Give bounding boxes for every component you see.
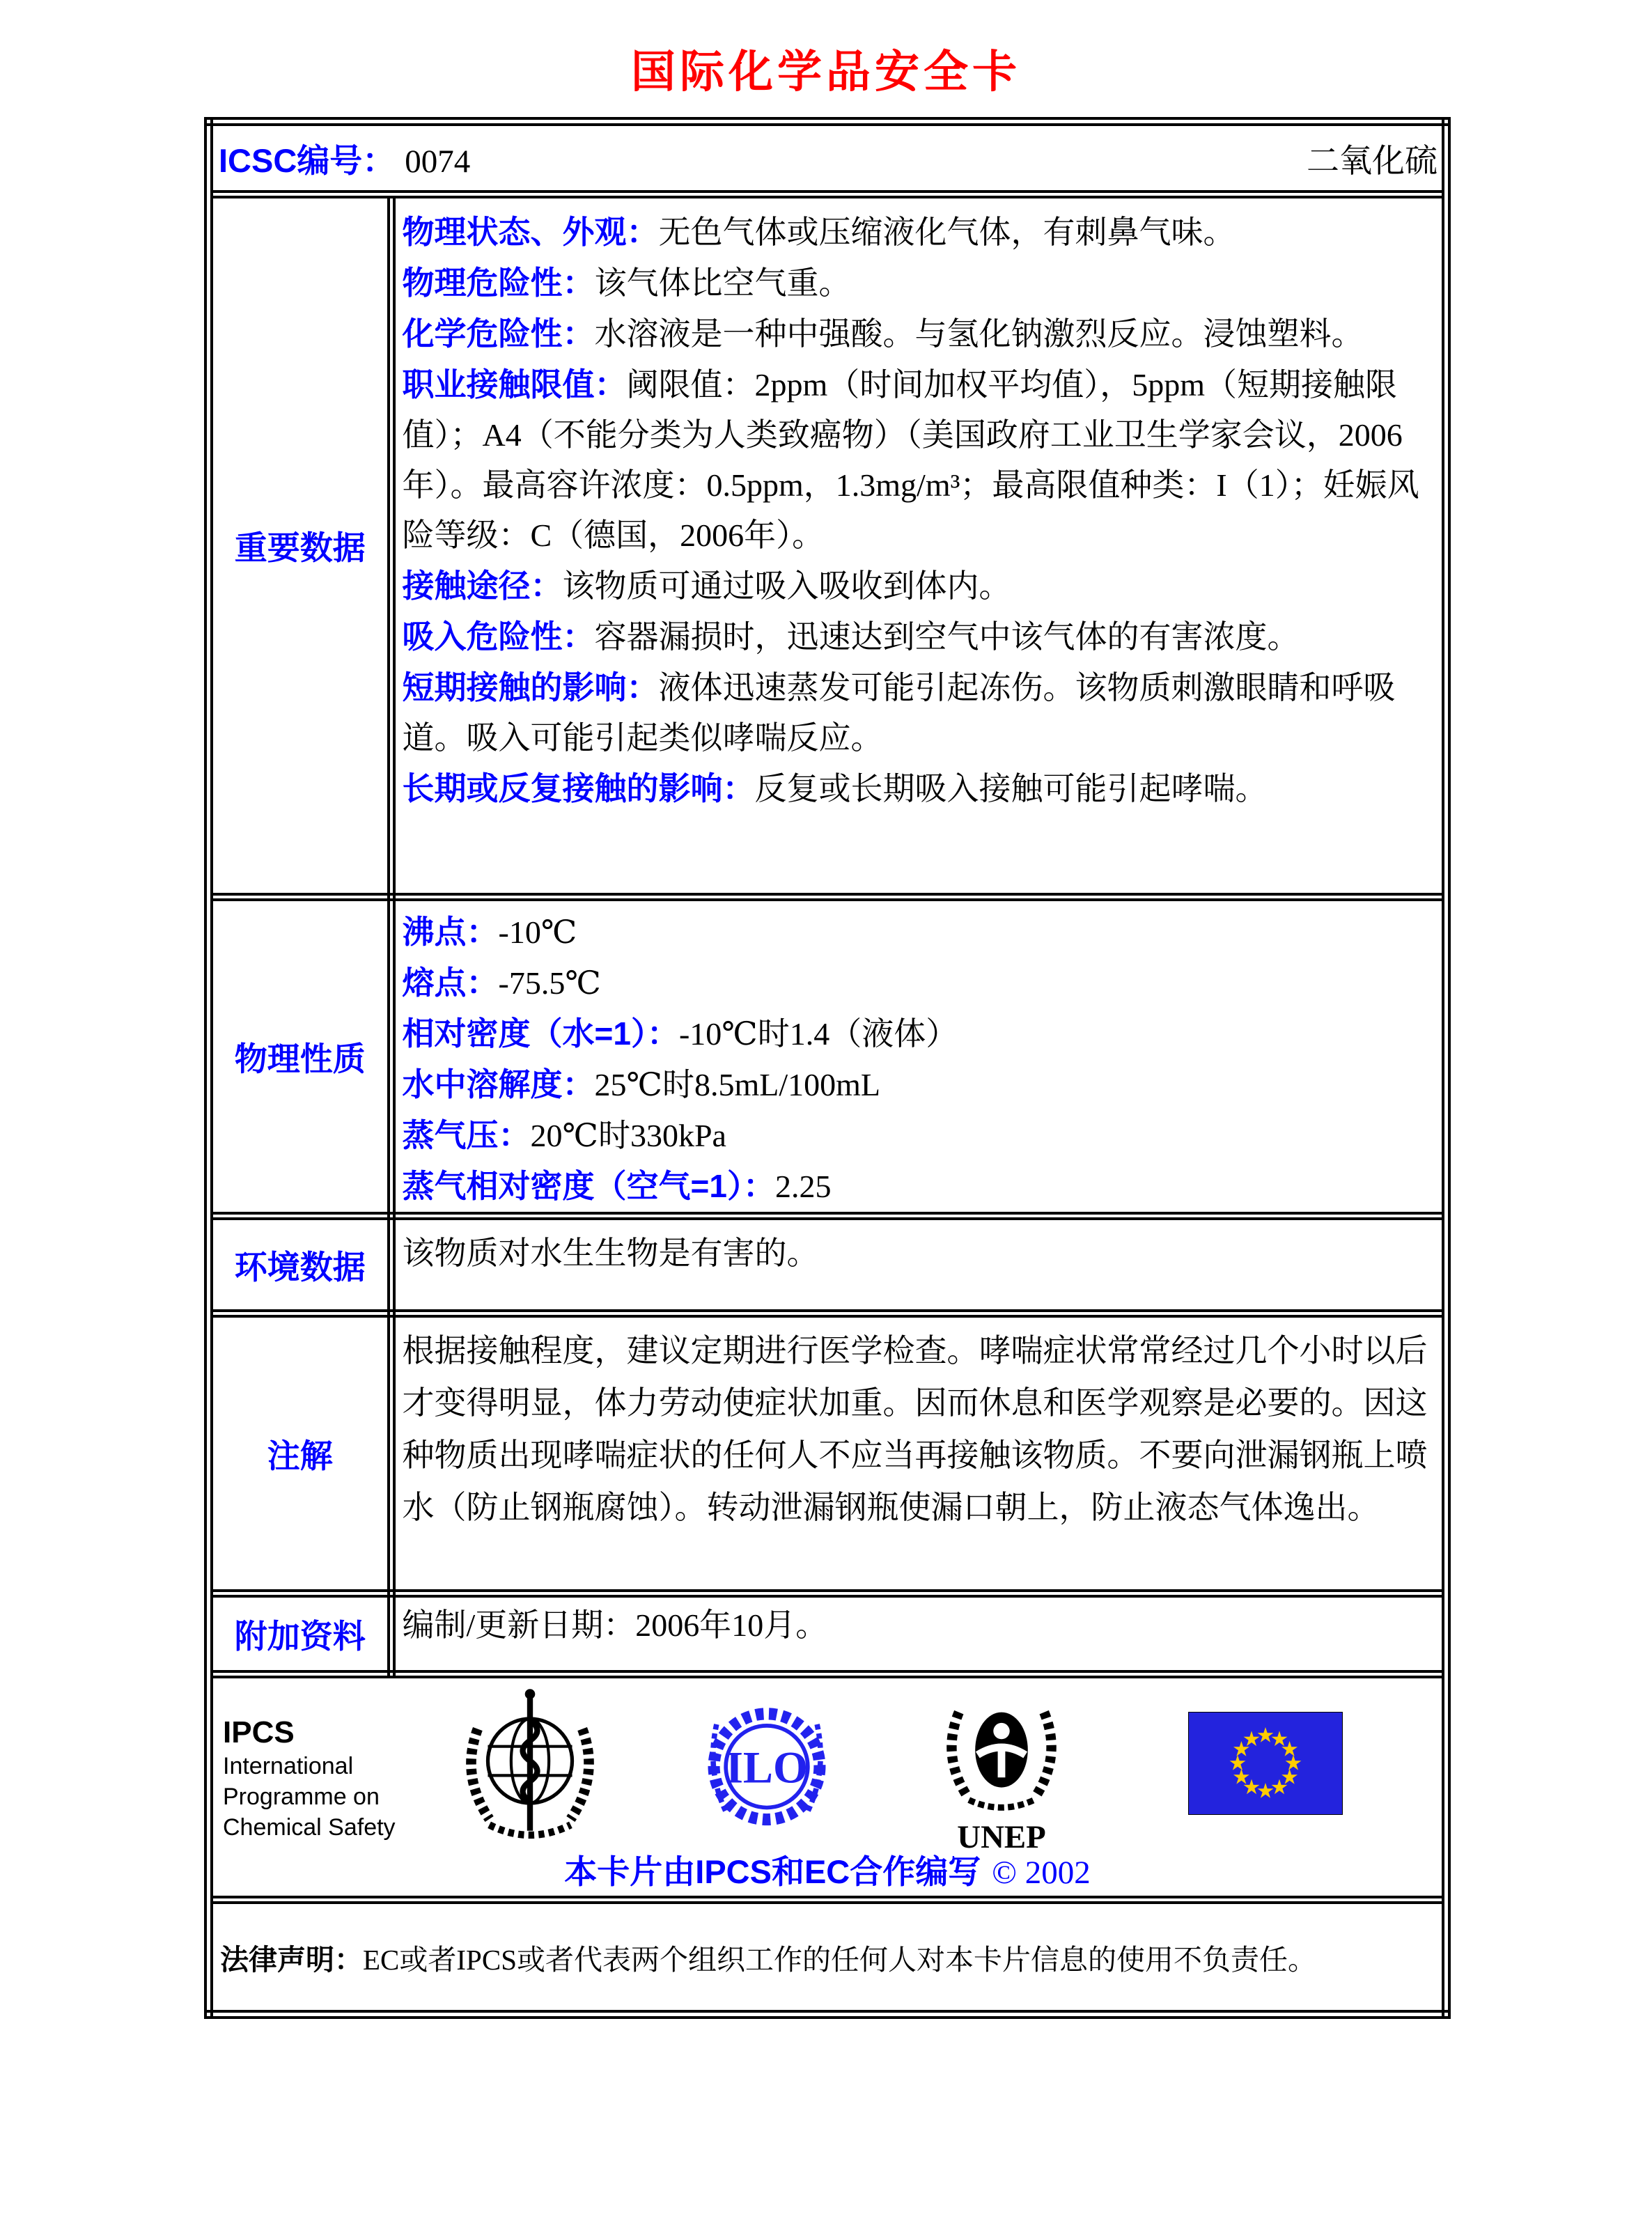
physical-properties-row	[209, 897, 1447, 1216]
additional-info-content: 编制/更新日期：2006年10月。	[391, 1593, 1447, 1674]
important-item	[403, 359, 1440, 561]
notes-row	[209, 1313, 1447, 1593]
important-item	[403, 309, 1440, 359]
icsc-number-label: ICSC编号：	[219, 141, 396, 179]
field-label: 物理危险性：	[402, 265, 595, 301]
field-label: 短期接触的影响：	[402, 669, 659, 705]
important-item	[403, 763, 1440, 814]
field-label: 蒸气相对密度（空气=1）：	[402, 1168, 775, 1204]
physical-item	[403, 907, 1440, 958]
safety-card-table	[204, 117, 1451, 2019]
field-value: 液体迅速蒸发可能引起冻伤。该物质刺激眼睛和呼吸道。吸入可能引起类似哮喘反应。	[402, 670, 1396, 756]
important-item	[403, 561, 1440, 611]
icsc-number-field	[219, 135, 470, 182]
field-value: 该气体比空气重。	[594, 265, 851, 301]
field-label: 职业接触限值：	[402, 366, 627, 403]
physical-item	[403, 1110, 1440, 1161]
field-label: 物理状态、外观：	[402, 214, 659, 250]
field-value: -75.5℃	[498, 965, 601, 1001]
chemical-name: 二氧化硫	[1307, 143, 1437, 180]
physical-item	[403, 958, 1440, 1008]
field-label: 沸点：	[402, 914, 499, 950]
field-label: 熔点：	[402, 965, 499, 1001]
legal-row	[209, 1900, 1447, 2015]
physical-properties-content	[391, 897, 1447, 1216]
field-value: -10℃	[498, 914, 577, 950]
cooperation-caption	[213, 1846, 1442, 1893]
field-value: 容器漏损时，迅速达到空气中该气体的有害浓度。	[594, 619, 1300, 655]
cooperation-caption-text: 本卡片由IPCS和EC合作编写	[564, 1853, 981, 1890]
ilo-logo-icon	[701, 1698, 833, 1841]
legal-text: EC或者IPCS或者代表两个组织工作的任何人对本卡片信息的使用不负责任。	[363, 1943, 1316, 1976]
eu-flag-icon	[1188, 1712, 1343, 1815]
section-label-environment: 环境数据	[209, 1216, 391, 1313]
notes-content: 根据接触程度，建议定期进行医学检查。哮喘症状常常经过几个小时以后才变得明显，体力劳动使症状加重。因而休息和医学观察是必要的。因这种物质出现哮喘症状的任何人不应当再接触该物质。不要向泄漏钢瓶上喷水（防止钢瓶腐蚀）。转动泄漏钢瓶使漏口朝上，防止液态气体逸出。	[391, 1313, 1447, 1593]
important-item	[403, 662, 1440, 763]
field-label: 蒸气压：	[402, 1117, 531, 1153]
field-value: 20℃时330kPa	[530, 1118, 726, 1153]
field-label: 长期或反复接触的影响：	[402, 770, 755, 806]
header-row	[209, 122, 1447, 195]
section-label-important: 重要数据	[209, 194, 391, 897]
unep-logo-icon	[939, 1690, 1064, 1855]
field-label: 吸入危险性：	[402, 618, 595, 655]
ipcs-text-block	[223, 1715, 396, 1843]
legal-label: 法律声明：	[220, 1943, 363, 1976]
field-value: 该物质可通过吸入吸收到体内。	[562, 568, 1011, 604]
section-label-notes: 注解	[209, 1313, 391, 1593]
field-label: 化学危险性：	[402, 315, 595, 352]
important-item	[403, 258, 1440, 309]
section-label-additional: 附加资料	[209, 1593, 391, 1674]
important-item	[403, 207, 1440, 258]
physical-item	[403, 1008, 1440, 1059]
ipcs-subtitle-line: Programme on	[223, 1784, 380, 1810]
ilo-logo-text: ILO	[725, 1742, 809, 1793]
important-data-content	[391, 194, 1447, 897]
field-label: 水中溶解度：	[402, 1066, 595, 1102]
ipcs-title: IPCS	[223, 1715, 295, 1749]
field-label: 接触途径：	[402, 568, 563, 604]
copyright-text: © 2002	[992, 1855, 1091, 1891]
logos-row	[209, 1674, 1447, 1900]
physical-item	[403, 1161, 1440, 1212]
physical-item	[403, 1059, 1440, 1110]
icsc-number-value: 0074	[405, 143, 471, 180]
page-title: 国际化学品安全卡	[631, 46, 1021, 98]
unep-logo-text: UNEP	[957, 1819, 1046, 1855]
field-label: 相对密度（水=1）：	[402, 1015, 679, 1052]
legal-statement	[209, 1900, 1447, 2015]
who-logo-icon	[457, 1685, 603, 1852]
section-label-physical: 物理性质	[209, 897, 391, 1216]
ipcs-subtitle-line: Chemical Safety	[223, 1814, 396, 1841]
field-value: 25℃时8.5mL/100mL	[594, 1067, 880, 1102]
important-item	[403, 611, 1440, 662]
field-value: 2.25	[774, 1169, 832, 1204]
field-value: 反复或长期吸入接触可能引起哮喘。	[754, 771, 1268, 806]
field-value: 水溶液是一种中强酸。与氢化钠激烈反应。浸蚀塑料。	[594, 316, 1364, 352]
ipcs-subtitle-line: International	[223, 1753, 354, 1779]
field-value: 无色气体或压缩液化气体，有刺鼻气味。	[658, 214, 1236, 250]
additional-info-row	[209, 1593, 1447, 1674]
field-value: 阈限值：2ppm（时间加权平均值），5ppm（短期接触限值）；A4（不能分类为人类致癌物）（美国政府工业卫生学家会议，2006年）。最高容许浓度：0.5ppm，1.3mg/m³；最高限值种类：I（1）；妊娠风险等级：C（德国，2006年）。	[402, 367, 1419, 553]
environmental-data-content: 该物质对水生生物是有害的。	[391, 1216, 1447, 1313]
field-value: -10℃时1.4（液体）	[678, 1016, 958, 1052]
important-data-row	[209, 194, 1447, 897]
environmental-data-row	[209, 1216, 1447, 1313]
